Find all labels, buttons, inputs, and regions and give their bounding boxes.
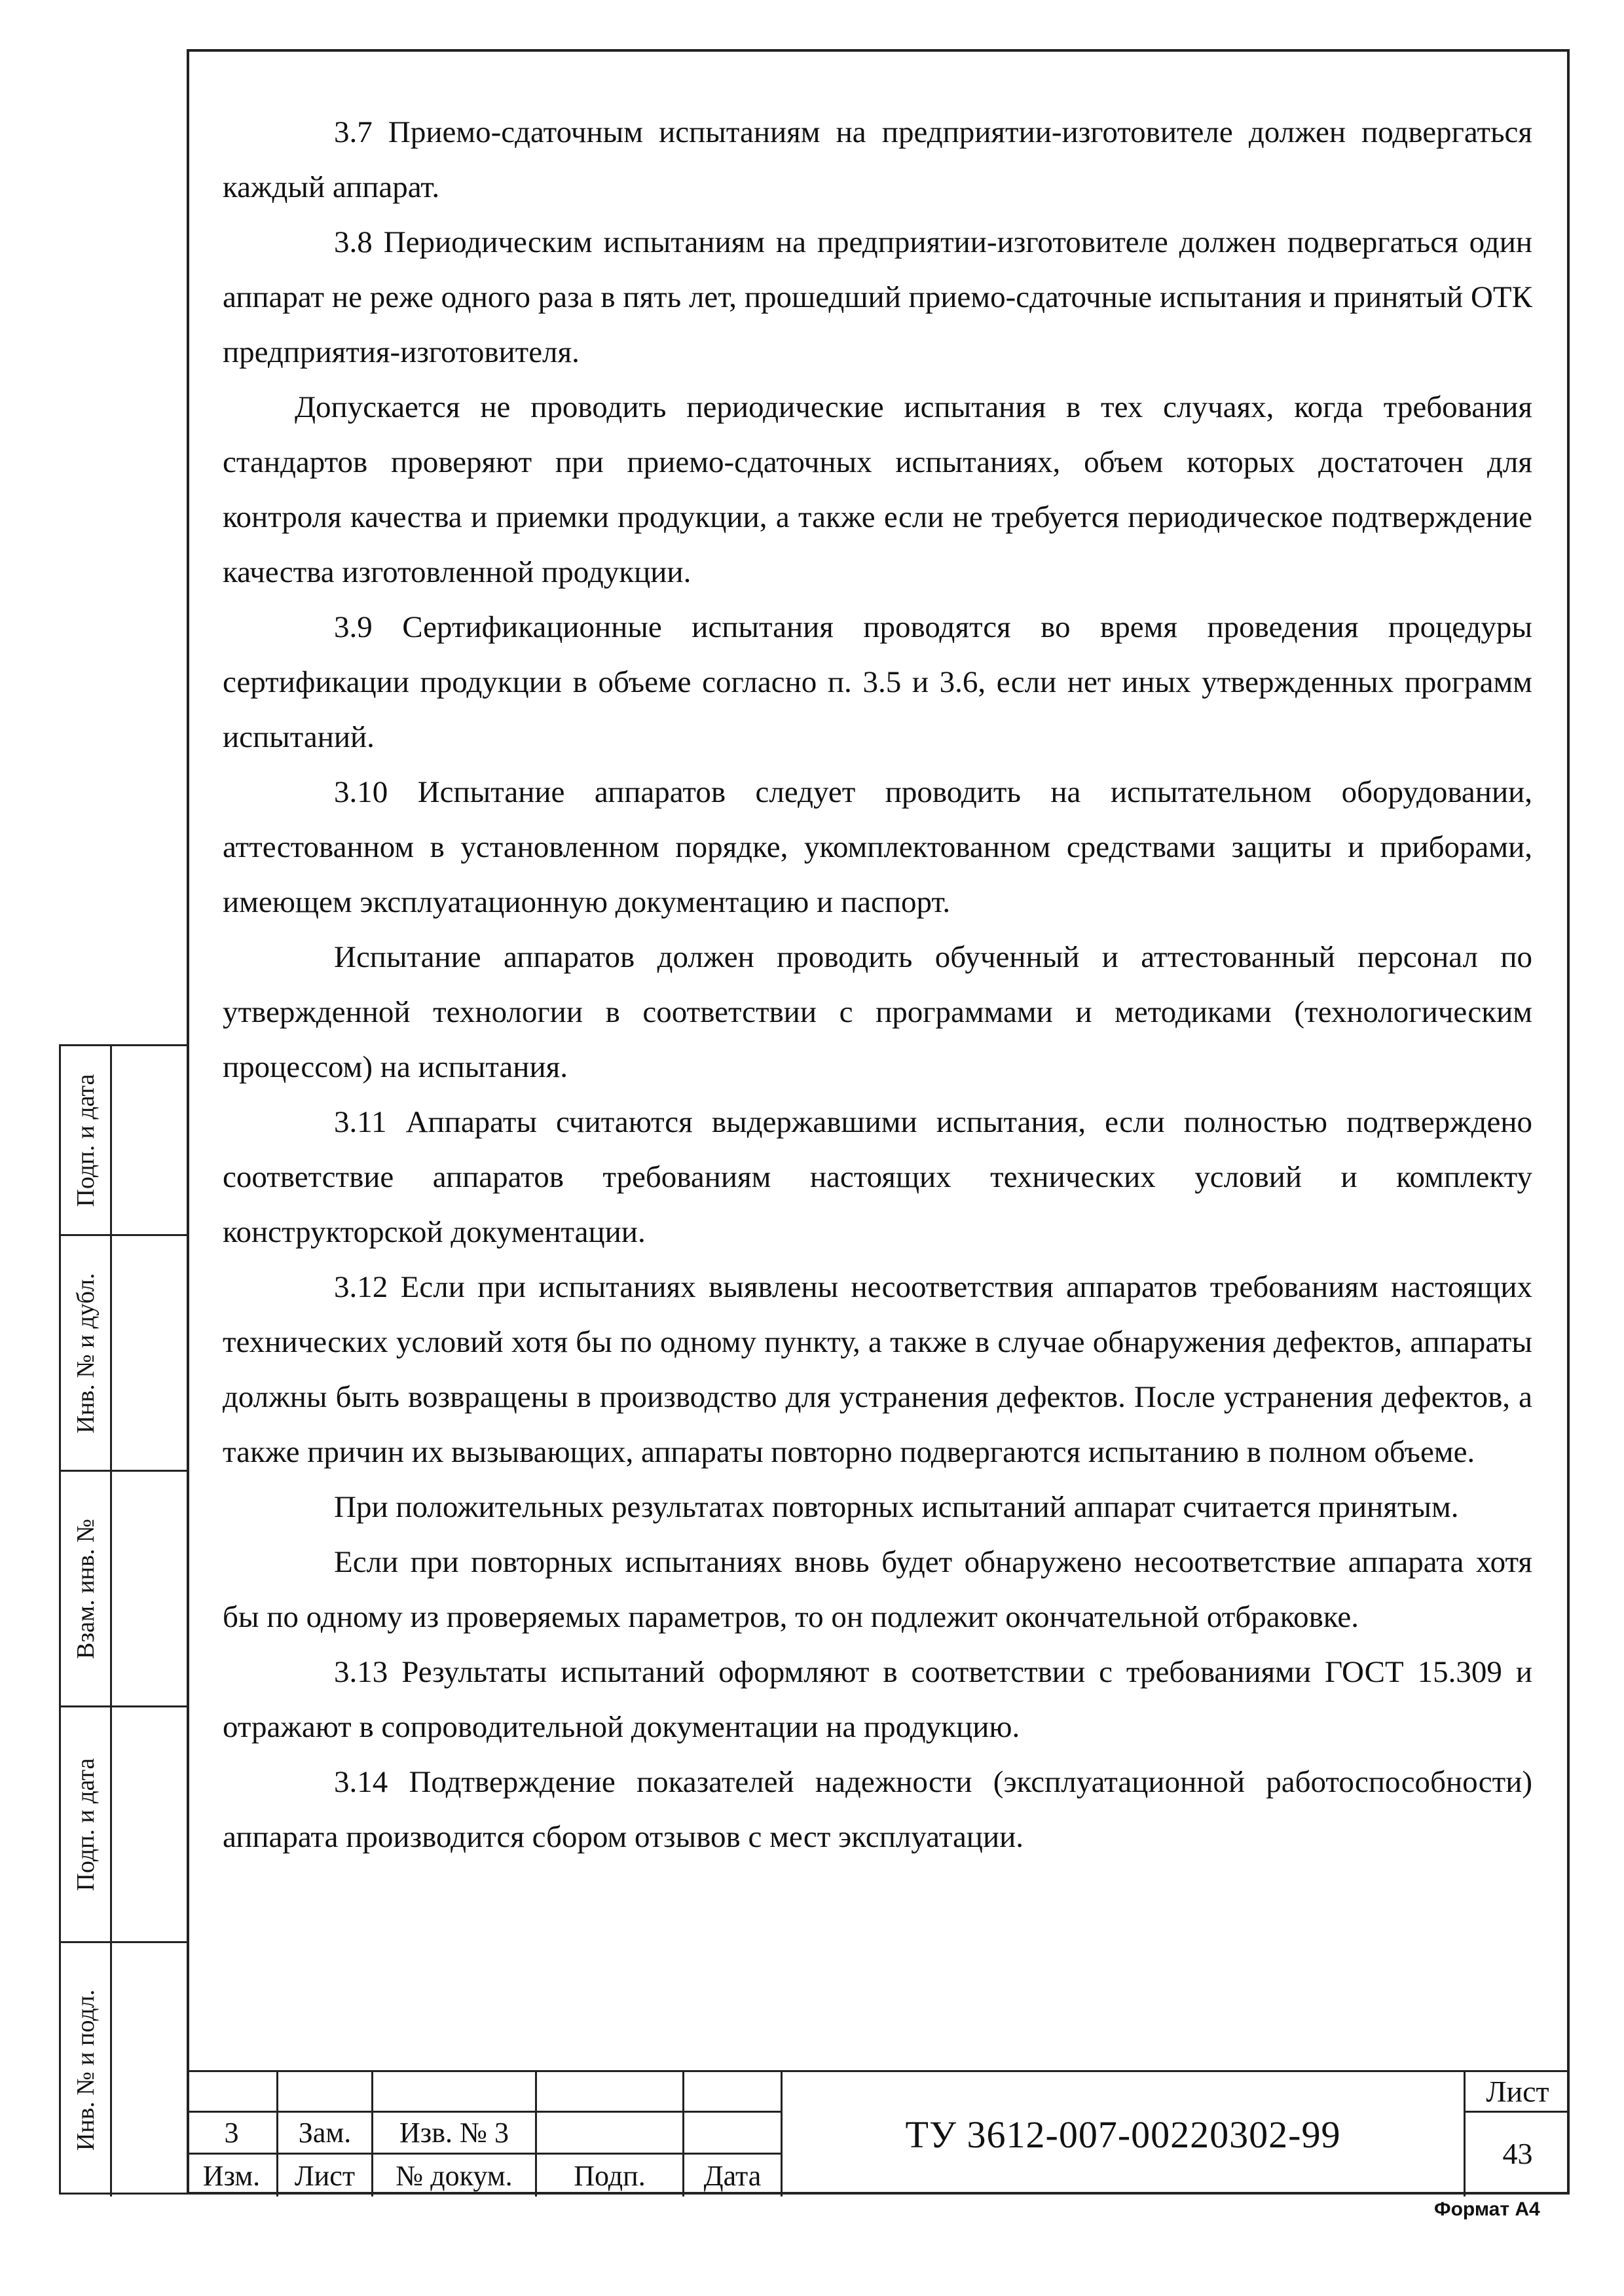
- rev-header-podp: Подп.: [537, 2155, 684, 2196]
- document-designation: ТУ 3612-007-00220302-99: [905, 2113, 1341, 2156]
- format-label: Формат А4: [1434, 2198, 1540, 2220]
- rev-cell-empty: [187, 2072, 278, 2113]
- rev-header-dokum: № докум.: [373, 2155, 537, 2196]
- side-label-inv-dubl: Инв. № и дубл.: [71, 1273, 100, 1433]
- paragraph-3-8: 3.8 Периодическим испытаниям на предприятии-изготовителе должен подвергаться один аппарат не реже одного раза в пять лет, прошедший приемо-сдаточные испытания и принятый ОТК предприятия-изготовителя.: [223, 225, 1532, 369]
- rev-podp-value: [537, 2113, 684, 2155]
- side-strip: [59, 1044, 187, 2195]
- revision-table: [187, 2072, 828, 2196]
- rev-izm-value: 3: [187, 2113, 278, 2155]
- rev-cell-empty: [537, 2072, 684, 2113]
- document-body: [223, 105, 1532, 1865]
- title-block: [187, 2070, 1570, 2196]
- side-cell-podp-data-2: [61, 1707, 189, 1943]
- side-cell-inv-podl: [61, 1943, 189, 2196]
- rev-header-data: Дата: [684, 2155, 783, 2196]
- side-label-podp-data-1: Подп. и дата: [71, 1073, 100, 1207]
- rev-cell-empty: [684, 2072, 783, 2113]
- paragraph-3-13: 3.13 Результаты испытаний оформляют в соответствии с требованиями ГОСТ 15.309 и отражают в сопроводительной документации на продукцию.: [223, 1655, 1532, 1744]
- side-label-vzam-inv: Взам. инв. №: [71, 1518, 100, 1659]
- paragraph-3-14: 3.14 Подтверждение показателей надежности (эксплуатационной работоспособности) аппарата производится сбором отзывов с мест эксплуатации.: [223, 1765, 1532, 1854]
- side-cell-inv-dubl: [61, 1236, 189, 1472]
- rev-header-izm: Изм.: [187, 2155, 278, 2196]
- paragraph-3-11: 3.11 Аппараты считаются выдержавшими испытания, если полностью подтверждено соответствие аппаратов требованиям настоящих технических условий и комплекту конструкторской документации.: [223, 1105, 1532, 1249]
- rev-list-value: Зам.: [278, 2113, 373, 2155]
- rev-data-value: [684, 2113, 783, 2155]
- side-cell-podp-data-1: [61, 1046, 189, 1236]
- paragraph-3-7: 3.7 Приемо-сдаточным испытаниям на предприятии-изготовителе должен подвергаться каждый аппарат.: [223, 115, 1532, 204]
- paragraph-3-12: 3.12 Если при испытаниях выявлены несоответствия аппаратов требованиям настоящих технических условий хотя бы по одному пункту, а также в случае обнаружения дефектов, аппараты должны быть возвращены в производство для устранения дефектов. После устранения дефектов, а также причин их вызывающих, аппараты повторно подвергаются испытанию в полном объеме.: [223, 1270, 1532, 1469]
- side-cell-vzam-inv: [61, 1472, 189, 1707]
- rev-cell-empty: [278, 2072, 373, 2113]
- paragraph-allowed: Допускается не проводить периодические испытания в тех случаях, когда требования стандартов проверяют при приемо-сдаточных испытаниях, объем которых достаточен для контроля качества и приемки продукции, а также если не требуется периодическое подтверждение качества изготовленной продукции.: [223, 390, 1532, 589]
- paragraph-positive-results: При положительных результатах повторных испытаний аппарат считается принятым.: [334, 1490, 1459, 1524]
- rev-cell-empty: [373, 2072, 537, 2113]
- paragraph-3-9: 3.9 Сертификационные испытания проводятся во время проведения процедуры сертификации продукции в объеме согласно п. 3.5 и 3.6, если нет иных утвержденных программ испытаний.: [223, 610, 1532, 754]
- paragraph-3-10: 3.10 Испытание аппаратов следует проводить на испытательном оборудовании, аттестованном в установленном порядке, укомплектованном средствами защиты и приборами, имеющем эксплуатационную документацию и паспорт.: [223, 775, 1532, 919]
- rev-header-list: Лист: [278, 2155, 373, 2196]
- paragraph-rejection: Если при повторных испытаниях вновь будет обнаружено несоответствие аппарата хотя бы по одному из проверяемых параметров, то он подлежит окончательной отбраковке.: [223, 1545, 1532, 1634]
- side-label-inv-podl: Инв. № и подл.: [71, 1989, 100, 2151]
- sheet-box: [1464, 2072, 1570, 2196]
- paragraph-personnel: Испытание аппаратов должен проводить обученный и аттестованный персонал по утвержденной технологии в соответствии с программами и методиками (технологическим процессом) на испытания.: [223, 940, 1532, 1084]
- rev-dokum-value: Изв. № 3: [373, 2113, 537, 2155]
- sheet-number: 43: [1502, 2137, 1533, 2170]
- side-label-podp-data-2: Подп. и дата: [71, 1757, 100, 1891]
- sheet-label: Лист: [1466, 2072, 1570, 2113]
